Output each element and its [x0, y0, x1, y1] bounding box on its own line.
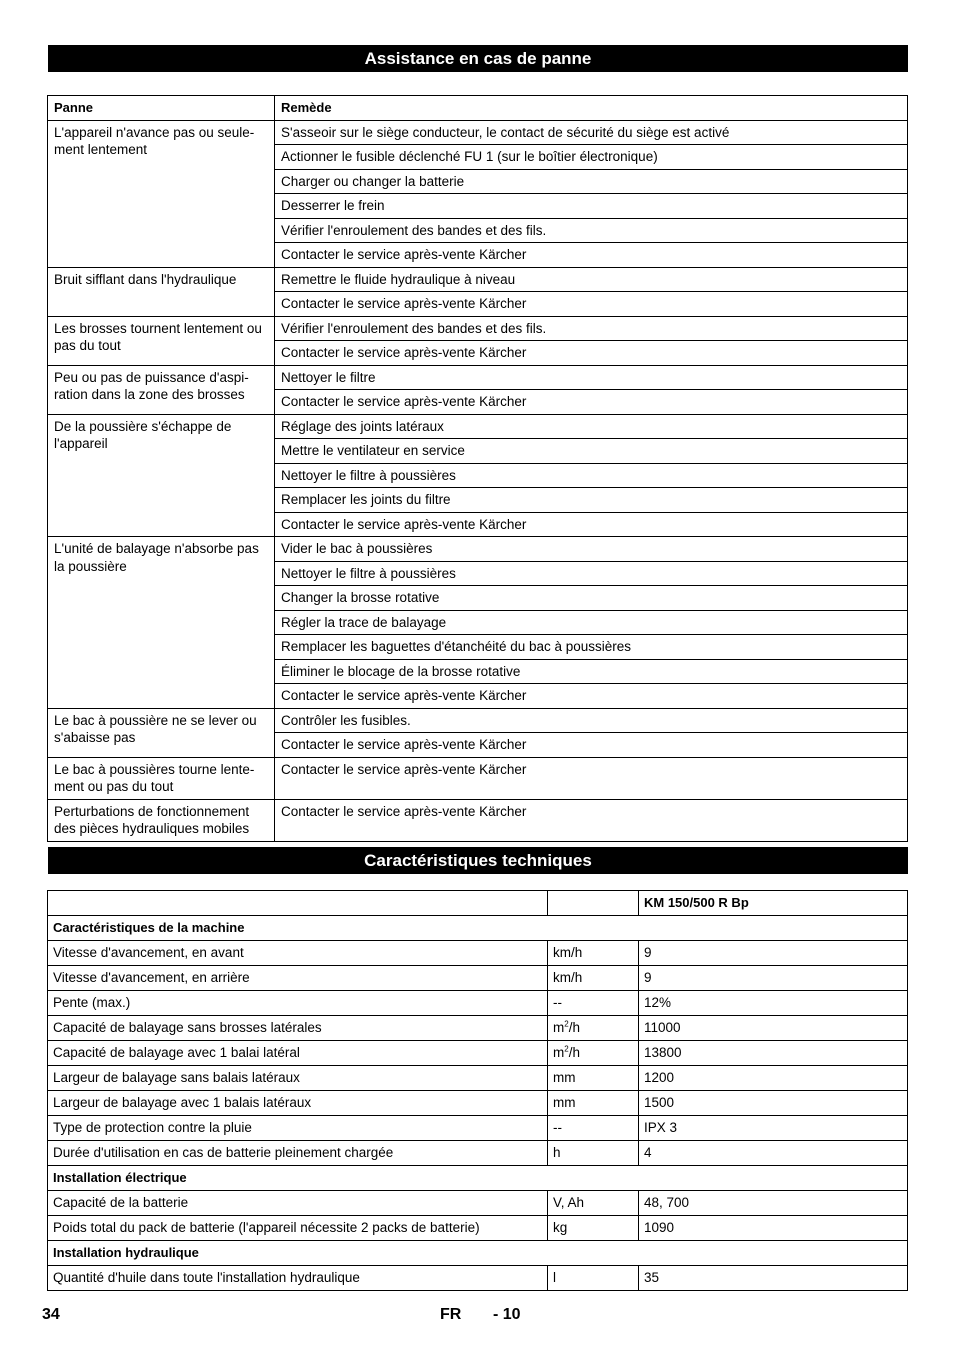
spec-row — [48, 966, 908, 991]
spec-label: Capacité de balayage avec 1 balai latéral — [48, 1041, 548, 1066]
table-row — [48, 365, 908, 390]
spec-unit — [548, 1266, 639, 1291]
spec-label: Largeur de balayage avec 1 balais latéraux — [48, 1091, 548, 1116]
spec-header-row — [48, 891, 908, 916]
column-header-panne: Panne — [48, 96, 275, 121]
spec-row — [48, 1016, 908, 1041]
fault-cell: Les brosses tournent lentement ou pas du tout — [48, 316, 275, 365]
table-row — [48, 267, 908, 292]
spec-row — [48, 1141, 908, 1166]
unit-base: mm — [553, 1095, 576, 1110]
spec-row — [48, 941, 908, 966]
spec-value: 35 — [639, 1266, 908, 1291]
spec-unit — [548, 1091, 639, 1116]
spec-row — [48, 1266, 908, 1291]
specifications-table — [47, 890, 908, 1291]
unit-base: -- — [553, 1120, 562, 1135]
remedy-cell: Actionner le fusible déclenché FU 1 (sur le boîtier électronique) — [275, 145, 908, 170]
remedy-cell: Contacter le service après-vente Kärcher — [275, 799, 908, 841]
remedy-cell: Desserrer le frein — [275, 194, 908, 219]
fault-cell: Perturbations de fonctionnement des pièces hydrauliques mobiles — [48, 799, 275, 841]
table-row — [48, 120, 908, 145]
spec-row — [48, 1041, 908, 1066]
remedy-cell: Contacter le service après-vente Kärcher — [275, 390, 908, 415]
model-header: KM 150/500 R Bp — [639, 891, 908, 916]
remedy-cell: Contacter le service après-vente Kärcher — [275, 512, 908, 537]
spec-value: 48, 700 — [639, 1191, 908, 1216]
remedy-cell: Contacter le service après-vente Kärcher — [275, 292, 908, 317]
spec-unit — [548, 1191, 639, 1216]
spec-unit — [548, 1016, 639, 1041]
fault-cell: Peu ou pas de puissance d'aspi-ration dans la zone des brosses — [48, 365, 275, 414]
spec-unit — [548, 1041, 639, 1066]
spec-value: 1090 — [639, 1216, 908, 1241]
remedy-cell: Nettoyer le filtre — [275, 365, 908, 390]
spec-label: Vitesse d'avancement, en avant — [48, 941, 548, 966]
spec-row — [48, 991, 908, 1016]
spec-row — [48, 1066, 908, 1091]
page-sub-number: - 10 — [493, 1306, 521, 1323]
unit-base: kg — [553, 1220, 568, 1235]
spec-unit — [548, 991, 639, 1016]
table-row — [48, 757, 908, 799]
unit-suffix: /h — [568, 1020, 580, 1035]
spec-group-row — [48, 916, 908, 941]
remedy-cell: Contacter le service après-vente Kärcher — [275, 684, 908, 709]
remedy-cell: Éliminer le blocage de la brosse rotative — [275, 659, 908, 684]
fault-cell: Bruit sifflant dans l'hydraulique — [48, 267, 275, 316]
empty-header-cell — [548, 891, 639, 916]
spec-group-label: Installation électrique — [48, 1166, 908, 1191]
table-row — [48, 799, 908, 841]
unit-exponent: 2 — [564, 1019, 569, 1029]
remedy-cell: Vérifier l'enroulement des bandes et des fils. — [275, 218, 908, 243]
spec-label: Largeur de balayage sans balais latéraux — [48, 1066, 548, 1091]
spec-row — [48, 1091, 908, 1116]
unit-base: -- — [553, 995, 562, 1010]
table-row — [48, 537, 908, 562]
remedy-cell: Régler la trace de balayage — [275, 610, 908, 635]
fault-cell: L'unité de balayage n'absorbe pas la poussière — [48, 537, 275, 709]
spec-group-label: Caractéristiques de la machine — [48, 916, 908, 941]
remedy-cell: Contacter le service après-vente Kärcher — [275, 757, 908, 799]
table-header-row — [48, 96, 908, 121]
remedy-cell: Charger ou changer la batterie — [275, 169, 908, 194]
remedy-cell: Remplacer les joints du filtre — [275, 488, 908, 513]
spec-label: Type de protection contre la pluie — [48, 1116, 548, 1141]
fault-cell: De la poussière s'échappe de l'appareil — [48, 414, 275, 537]
spec-value: 1200 — [639, 1066, 908, 1091]
fault-cell: L'appareil n'avance pas ou seule-ment lentement — [48, 120, 275, 267]
spec-value: 9 — [639, 966, 908, 991]
remedy-cell: Contacter le service après-vente Kärcher — [275, 733, 908, 758]
unit-base: m — [553, 1020, 565, 1035]
remedy-cell: Remplacer les baguettes d'étanchéité du bac à poussières — [275, 635, 908, 660]
unit-base: h — [553, 1145, 561, 1160]
remedy-cell: Nettoyer le filtre à poussières — [275, 561, 908, 586]
spec-unit — [548, 1141, 639, 1166]
remedy-cell: Vider le bac à poussières — [275, 537, 908, 562]
fault-cell: Le bac à poussière ne se lever ou s'abaisse pas — [48, 708, 275, 757]
remedy-cell: S'asseoir sur le siège conducteur, le contact de sécurité du siège est activé — [275, 120, 908, 145]
spec-label: Vitesse d'avancement, en arrière — [48, 966, 548, 991]
remedy-cell: Changer la brosse rotative — [275, 586, 908, 611]
spec-group-row — [48, 1166, 908, 1191]
remedy-cell: Vérifier l'enroulement des bandes et des fils. — [275, 316, 908, 341]
unit-base: m — [553, 1045, 565, 1060]
spec-unit — [548, 1066, 639, 1091]
remedy-cell: Contacter le service après-vente Kärcher — [275, 341, 908, 366]
language-code: FR — [440, 1306, 462, 1323]
spec-value: 9 — [639, 941, 908, 966]
column-header-remede: Remède — [275, 96, 908, 121]
remedy-cell: Réglage des joints latéraux — [275, 414, 908, 439]
spec-unit — [548, 966, 639, 991]
empty-header-cell — [48, 891, 548, 916]
spec-value: 12% — [639, 991, 908, 1016]
unit-base: km/h — [553, 945, 583, 960]
remedy-cell: Mettre le ventilateur en service — [275, 439, 908, 464]
spec-label: Durée d'utilisation en cas de batterie pleinement chargée — [48, 1141, 548, 1166]
spec-unit — [548, 1216, 639, 1241]
spec-group-row — [48, 1241, 908, 1266]
spec-value: IPX 3 — [639, 1116, 908, 1141]
spec-value: 4 — [639, 1141, 908, 1166]
spec-label: Quantité d'huile dans toute l'installation hydraulique — [48, 1266, 548, 1291]
remedy-cell: Remettre le fluide hydraulique à niveau — [275, 267, 908, 292]
unit-base: mm — [553, 1070, 576, 1085]
spec-row — [48, 1116, 908, 1141]
unit-suffix: /h — [568, 1045, 580, 1060]
fault-cell: Le bac à poussières tourne lente-ment ou pas du tout — [48, 757, 275, 799]
spec-unit — [548, 1116, 639, 1141]
spec-label: Poids total du pack de batterie (l'appareil nécessite 2 packs de batterie) — [48, 1216, 548, 1241]
page-number: 34 — [42, 1306, 60, 1323]
table-row — [48, 414, 908, 439]
unit-exponent: 2 — [564, 1044, 569, 1054]
spec-value: 13800 — [639, 1041, 908, 1066]
remedy-cell: Contrôler les fusibles. — [275, 708, 908, 733]
spec-row — [48, 1191, 908, 1216]
section-title-specifications: Caractéristiques techniques — [48, 847, 908, 874]
spec-group-label: Installation hydraulique — [48, 1241, 908, 1266]
spec-value: 11000 — [639, 1016, 908, 1041]
spec-label: Pente (max.) — [48, 991, 548, 1016]
remedy-cell: Nettoyer le filtre à poussières — [275, 463, 908, 488]
troubleshooting-table — [47, 95, 908, 842]
spec-unit — [548, 941, 639, 966]
remedy-cell: Contacter le service après-vente Kärcher — [275, 243, 908, 268]
section-title-troubleshooting: Assistance en cas de panne — [48, 45, 908, 72]
spec-row — [48, 1216, 908, 1241]
unit-base: km/h — [553, 970, 583, 985]
spec-label: Capacité de balayage sans brosses latérales — [48, 1016, 548, 1041]
unit-base: V, Ah — [553, 1195, 585, 1210]
spec-value: 1500 — [639, 1091, 908, 1116]
table-row — [48, 316, 908, 341]
spec-label: Capacité de la batterie — [48, 1191, 548, 1216]
unit-base: l — [553, 1270, 556, 1285]
table-row — [48, 708, 908, 733]
